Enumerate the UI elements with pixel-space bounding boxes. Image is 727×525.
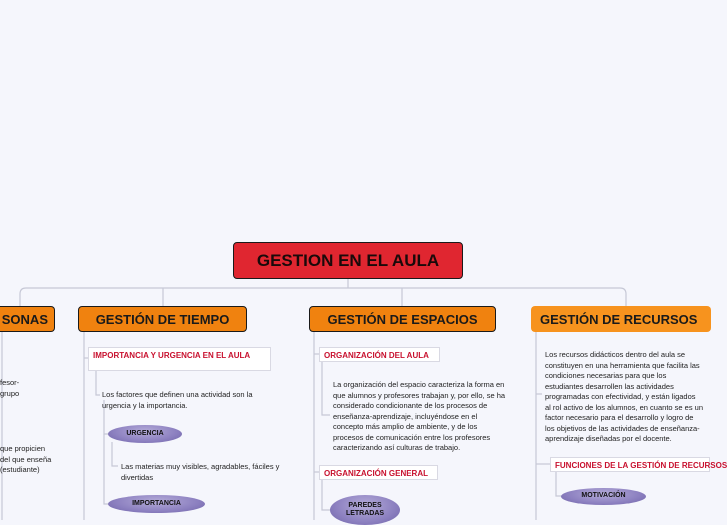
espacios-subhead-organizacion-general[interactable]: ORGANIZACIÓN GENERAL (319, 465, 438, 480)
branch-personas[interactable] (0, 306, 55, 332)
espacios-subhead-organizacion-aula[interactable]: ORGANIZACIÓN DEL AULA (319, 347, 440, 362)
root-node[interactable]: GESTION EN EL AULA (233, 242, 463, 279)
branch-personas-title: SONAS (1, 311, 48, 327)
branch-recursos[interactable] (531, 306, 711, 332)
tiempo-subhead[interactable]: IMPORTANCIA Y URGENCIA EN EL AULA (88, 347, 271, 371)
espacios-paredes-oval[interactable]: PAREDES LETRADAS (330, 495, 400, 525)
branch-tiempo-title: GESTIÓN DE TIEMPO (95, 311, 230, 327)
recursos-subhead-label: FUNCIONES DE LA GESTIÓN DE RECURSOS (555, 461, 727, 470)
espacios-body-text: La organización del espacio caracteriza la forma en que alumnos y profesores trabajan y, por ello, se ha considerado condicionante de los procesos de enseñanza-aprendizaje, incluyéndose en el concepto más amplio de ambiente, y de los procesos de comunicación entre los profesores caracterizando así culturas de trabajo. (333, 380, 506, 452)
tiempo-importancia-oval[interactable]: IMPORTANCIA (108, 495, 205, 513)
recursos-motivacion-oval[interactable]: MOTIVACIÓN (561, 488, 646, 505)
branch-espacios-title: GESTIÓN DE ESPACIOS (327, 311, 478, 327)
recursos-body-text: Los recursos didácticos dentro del aula se constituyen en una herramienta que facilita las condiciones necesarias para que los estudiantes desarrollen las actividades programadas con efectividad, y están ligados al rol activo de los alumnos, en cuanto se es un factor necesario para el desarrollo y logro de los objetivos de las actividades de enseñanza-aprendizaje diseñadas por el docente. (545, 350, 704, 443)
tiempo-intro-text: Los factores que definen una actividad son la urgencia y la importancia. (102, 390, 253, 410)
personas-text-fragment-2: que propicien del que enseña (estudiante) (0, 444, 52, 474)
tiempo-detail-text: Las materias muy visibles, agradables, fáciles y divertidas (121, 462, 280, 482)
tiempo-urgencia-oval[interactable]: URGENCIA (108, 425, 182, 443)
branch-recursos-title: GESTIÓN DE RECURSOS (540, 311, 698, 327)
branch-espacios[interactable] (309, 306, 496, 332)
personas-text-fragment-1: fesor- grupo (0, 378, 20, 398)
branch-tiempo[interactable] (78, 306, 247, 332)
recursos-subhead-funciones[interactable] (550, 457, 727, 472)
